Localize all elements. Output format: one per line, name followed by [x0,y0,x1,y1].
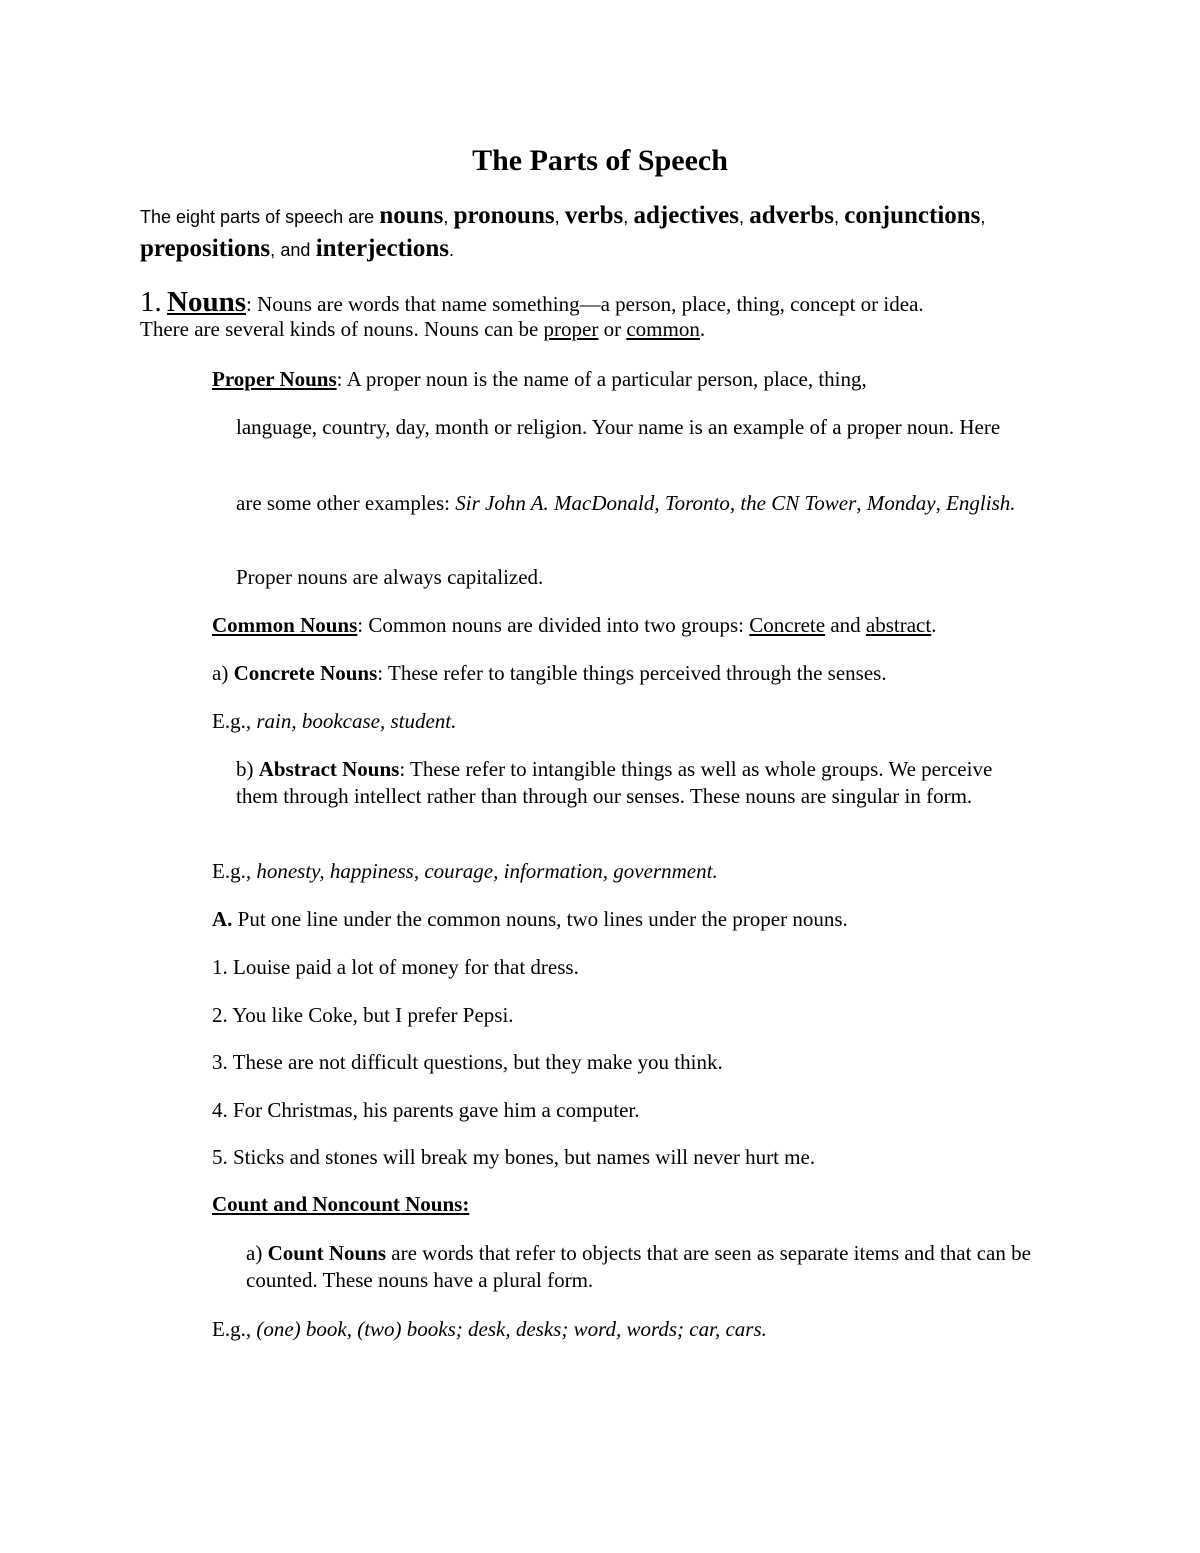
proper-nouns-text: : A proper noun is the name of a particular person, place, thing, [336,367,867,391]
count-nouns-heading [212,1191,1072,1218]
abstract-nouns-term: Abstract Nouns [258,757,400,781]
exercise-item: 3. These are not difficult questions, but they make you think. [212,1050,723,1074]
abstract-nouns-item [236,756,1036,810]
eg-examples: rain, bookcase, student. [256,709,457,733]
exercise-item: 2. You like Coke, but I prefer Pepsi. [212,1003,514,1027]
intro-item: adverbs [749,202,834,229]
examples-lead: are some other examples: [236,491,450,515]
section-heading: Nouns [167,286,246,318]
count-nouns-text: are words that refer to objects that are seen as separate items and that can be counted. These nouns have a plural form. [246,1241,1031,1292]
section-intro-text-2: There are several kinds of nouns. Nouns can be [140,317,539,341]
section-number: 1. [140,286,162,318]
intro-item: pronouns [453,202,555,229]
intro-item: nouns [379,202,444,229]
eg-examples: (one) book, (two) books; desk, desks; word, words; car, cars. [256,1317,767,1341]
intro-paragraph: The eight parts of speech are nouns, pronouns, verbs, adjectives, adverbs, conjunctions, prepositions, and interjections. [140,202,986,262]
intro-item: interjections [315,235,449,262]
item-prefix: b) [236,757,254,781]
example: the CN Tower [740,491,857,515]
connector-or: or [603,317,622,341]
concrete-nouns-term: Concrete Nouns [233,661,378,685]
concrete-nouns-example [212,708,1072,735]
intro-item: adjectives [633,202,739,229]
concrete-nouns-text: : These refer to tangible things perceived through the senses. [377,661,887,685]
common-nouns-heading: Common Nouns [212,613,358,637]
intro-and: and [280,240,311,260]
exercise-instruction-text: Put one line under the common nouns, two lines under the proper nouns. [237,907,848,931]
item-prefix: a) [212,661,229,685]
eg-prefix: E.g., [212,709,252,733]
section-intro-text: : Nouns are words that name something—a person, place, thing, concept or idea. [246,292,924,316]
connector-and: and [830,613,861,637]
exercise-label: A. [212,907,233,931]
example: English. [946,491,1016,515]
intro-item: verbs [564,202,624,229]
eg-prefix: E.g., [212,859,252,883]
count-nouns-term: Count Nouns [267,1241,387,1265]
intro-lead: The eight parts of speech are [140,207,375,227]
exercise-item: 5. Sticks and stones will break my bones, but names will never hurt me. [212,1145,816,1169]
example: Sir John A. MacDonald [455,491,655,515]
exercise-instruction [212,906,1072,933]
count-nouns-heading-text: Count and Noncount Nouns: [212,1192,470,1216]
term-concrete: Concrete [749,613,826,637]
abstract-nouns-text: : These refer to intangible things as well as whole groups. We perceive them through intellect rather than through our senses. These nouns are singular in form. [236,757,993,808]
example: Toronto [664,491,730,515]
eg-prefix: E.g., [212,1317,252,1341]
exercise-item: 4. For Christmas, his parents gave him a computer. [212,1098,640,1122]
term-abstract: abstract [865,613,932,637]
abstract-nouns-example [212,858,1072,885]
count-nouns-item [246,1240,1066,1294]
example: Monday [866,491,936,515]
exercise-item: 1. Louise paid a lot of money for that dress. [212,955,579,979]
proper-nouns-def [212,366,1072,393]
proper-nouns-text-2: language, country, day, month or religion. Your name is an example of a proper noun. Here [236,415,1001,439]
nouns-section: 1. Nouns: Nouns are words that name something—a person, place, thing, concept or idea. There are several kinds of nouns. Nouns can be proper or common. [140,286,924,341]
term-proper: proper [543,317,599,341]
proper-nouns-note: Proper nouns are always capitalized. [236,565,544,589]
intro-item: prepositions [140,235,271,262]
page-title: The Parts of Speech [472,144,728,177]
count-nouns-example [212,1316,1072,1343]
concrete-nouns-item [212,660,1072,687]
item-prefix: a) [246,1241,263,1265]
common-nouns-def: Common Nouns: Common nouns are divided into two groups: Concrete and abstract. [212,613,937,637]
common-nouns-text: : Common nouns are divided into two groups: [357,613,745,637]
proper-nouns-heading: Proper Nouns [212,367,337,391]
proper-nouns-examples: are some other examples: Sir John A. MacDonald, Toronto, the CN Tower, Monday, English. [236,491,1016,515]
eg-examples: honesty, happiness, courage, information, government. [256,859,718,883]
term-common: common [626,317,700,341]
intro-item: conjunctions [844,202,981,229]
